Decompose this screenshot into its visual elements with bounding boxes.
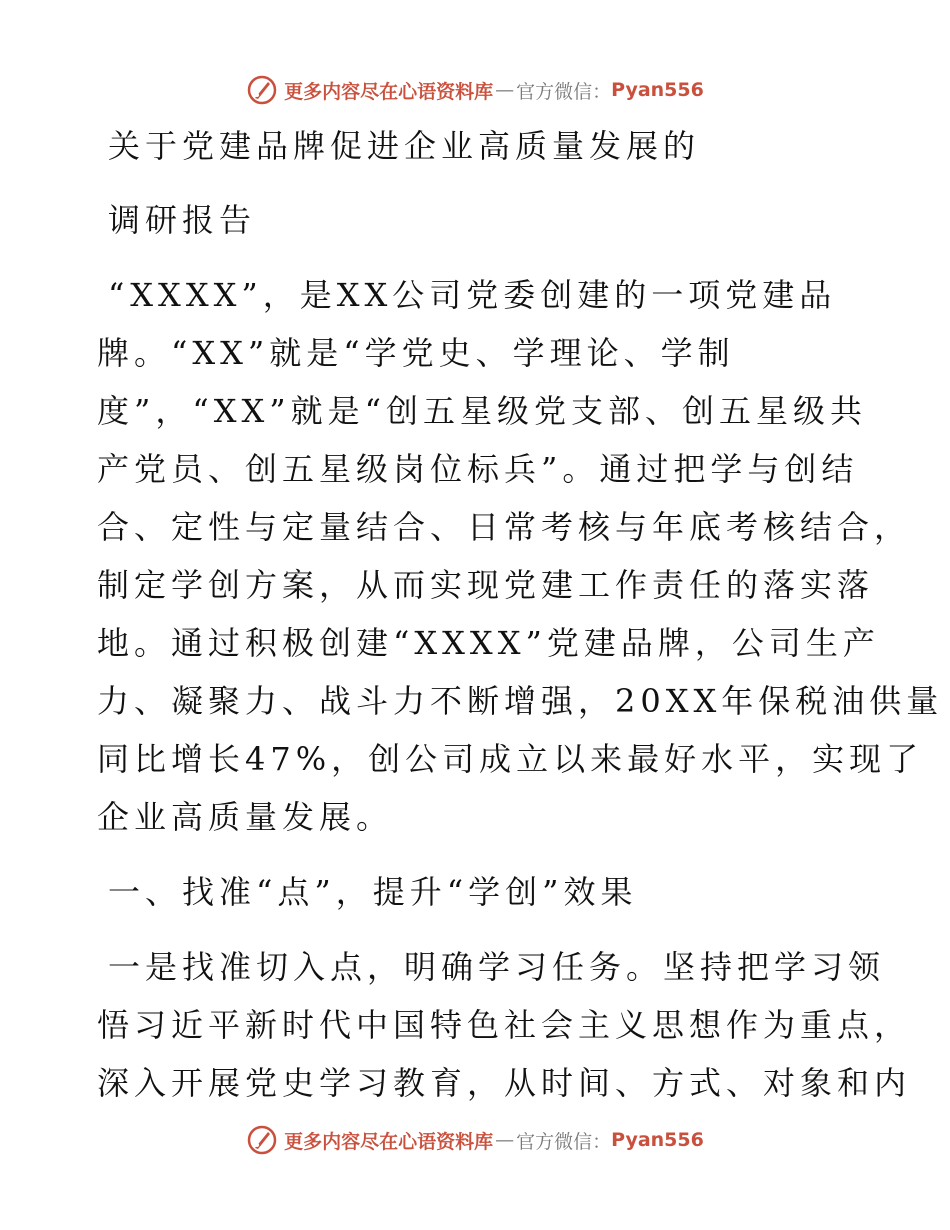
intro-line: 同比增长47%，创公司成立以来最好水平，实现了 [97, 740, 924, 778]
intro-line: 度”，“XX”就是“创五星级党支部、创五星级共 [97, 392, 868, 430]
doc-title-line-2: 调研报告 [108, 201, 257, 239]
doc-title-line-1: 关于党建品牌促进企业高质量发展的 [108, 127, 701, 165]
quill-logo-icon [246, 1124, 278, 1156]
intro-line: 合、定性与定量结合、日常考核与年底考核结合， [97, 508, 912, 546]
intro-line: 产党员、创五星级岗位标兵”。通过把学与创结 [97, 450, 859, 488]
intro-line: 力、凝聚力、战斗力不断增强，20XX年保税油供量 [97, 682, 944, 720]
section-line: 悟习近平新时代中国特色社会主义思想作为重点， [97, 1006, 912, 1044]
banner-wechat-id: Pyan556 [611, 1129, 704, 1151]
section-line: 深入开展党史学习教育，从时间、方式、对象和内 [97, 1064, 912, 1102]
banner-main-text: 更多内容尽在心语资料库 [284, 1130, 494, 1153]
banner-suffix: 官方微信： [516, 1130, 612, 1153]
section-line: 一是找准切入点，明确学习任务。坚持把学习领 [108, 948, 886, 986]
banner-main-text: 更多内容尽在心语资料库 [284, 80, 494, 103]
banner-suffix: 官方微信： [516, 80, 612, 103]
intro-line: 地。通过积极创建“XXXX”党建品牌，公司生产 [97, 624, 880, 662]
intro-line: “XXXX”，是XX公司党委创建的一项党建品 [108, 276, 837, 314]
banner-wechat-id: Pyan556 [611, 79, 704, 101]
banner-dash: — [495, 79, 515, 101]
banner-dash: — [495, 1129, 515, 1151]
quill-logo-icon [246, 74, 278, 106]
footer-banner [0, 1120, 950, 1160]
intro-line: 牌。“XX”就是“学党史、学理论、学制 [97, 334, 735, 372]
intro-line: 制定学创方案，从而实现党建工作责任的落实落 [97, 566, 875, 604]
intro-line: 企业高质量发展。 [97, 798, 394, 836]
section-heading: 一、找准“点”，提升“学创”效果 [108, 873, 638, 911]
header-banner [0, 70, 950, 110]
